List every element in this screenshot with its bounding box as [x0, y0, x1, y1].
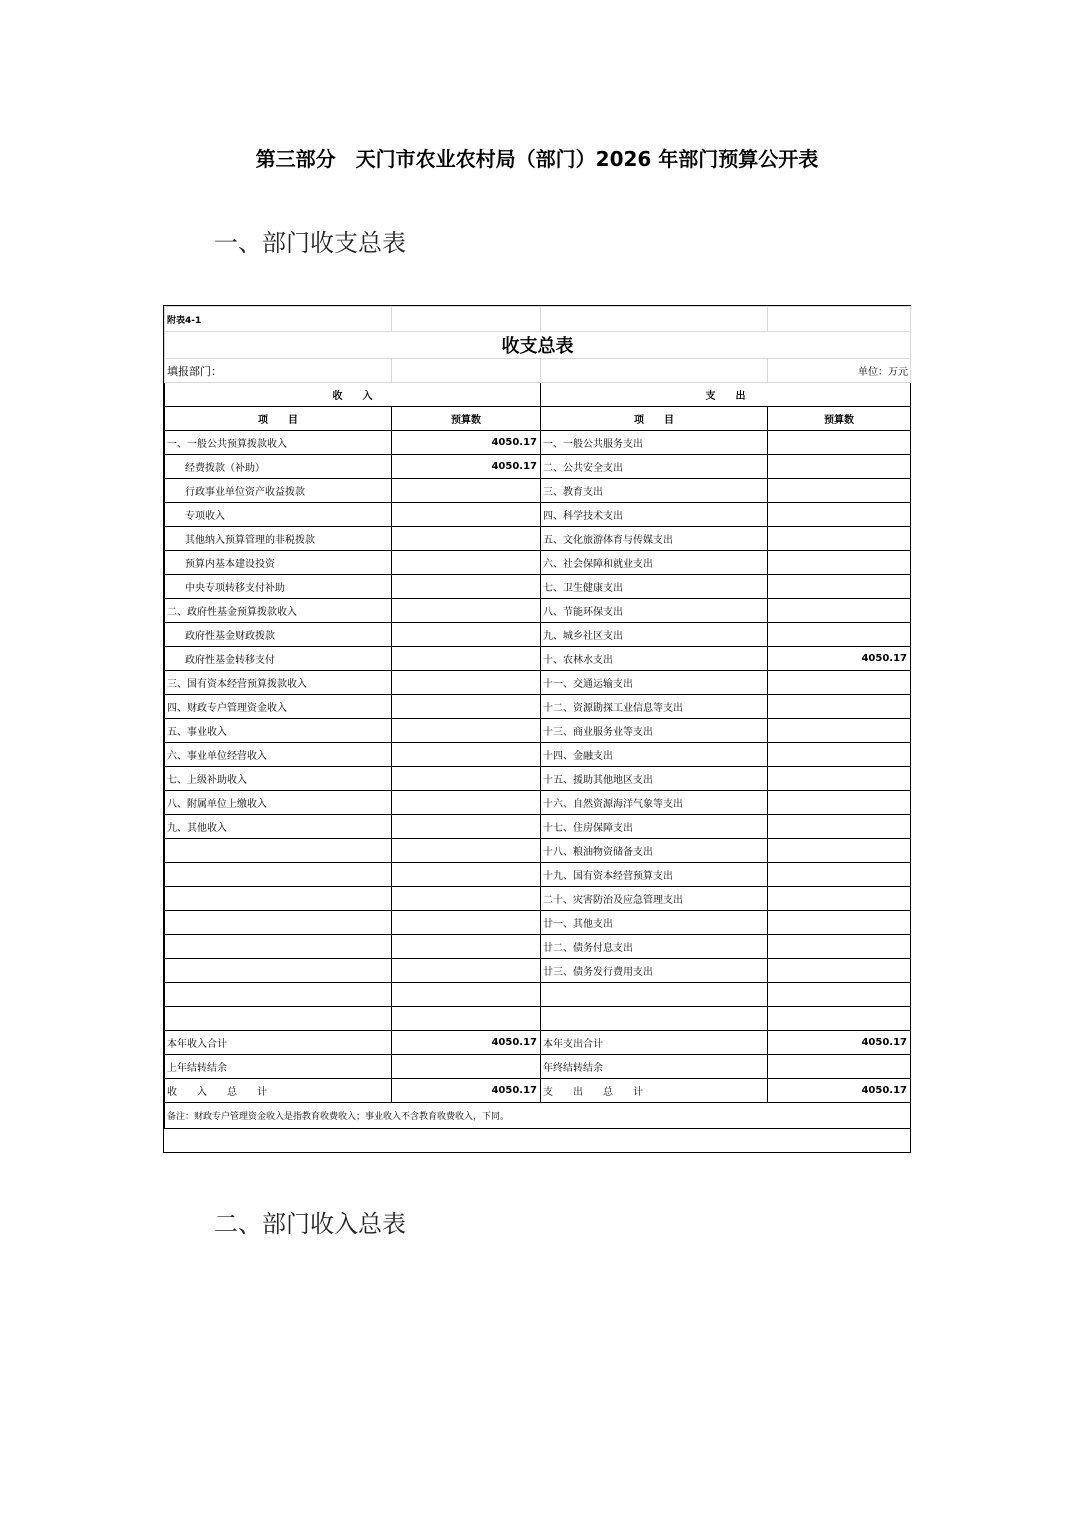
- income-budget-value: [392, 479, 541, 503]
- expense-budget-value: [768, 575, 911, 599]
- income-budget-value: 4050.17: [392, 431, 541, 455]
- table-row: [165, 791, 911, 815]
- income-budget-value: [392, 671, 541, 695]
- expense-budget-value: [768, 695, 911, 719]
- expense-budget-header: 预算数: [768, 407, 911, 431]
- expense-budget-value: [768, 935, 911, 959]
- expense-item: 八、节能环保支出: [541, 599, 768, 623]
- expense-budget-value: [768, 839, 911, 863]
- income-item: 其他纳入预算管理的非税拨款: [165, 527, 392, 551]
- table-row: [165, 623, 911, 647]
- table-row: [165, 1031, 911, 1055]
- expense-item: 十八、粮油物资储备支出: [541, 839, 768, 863]
- budget-summary-sheet: [163, 305, 911, 1153]
- income-item: 中央专项转移支付补助: [165, 575, 392, 599]
- table-row: [165, 599, 911, 623]
- expense-item: 三、教育支出: [541, 479, 768, 503]
- income-item: [165, 839, 392, 863]
- income-budget-value: [392, 719, 541, 743]
- income-item: 二、政府性基金预算拨款收入: [165, 599, 392, 623]
- income-header: 收 入: [165, 383, 541, 407]
- income-budget-value: [392, 767, 541, 791]
- expense-budget-value: [768, 599, 911, 623]
- table-row: [165, 431, 911, 455]
- expense-item: 十三、商业服务业等支出: [541, 719, 768, 743]
- expense-item: 六、社会保障和就业支出: [541, 551, 768, 575]
- table-row: [165, 695, 911, 719]
- expense-item: 九、城乡社区支出: [541, 623, 768, 647]
- expense-item-header: 项 目: [541, 407, 768, 431]
- expense-item: 七、卫生健康支出: [541, 575, 768, 599]
- income-item: 三、国有资本经营预算拨款收入: [165, 671, 392, 695]
- income-item: 五、事业收入: [165, 719, 392, 743]
- income-budget-value: 4050.17: [392, 1031, 541, 1055]
- table-row: [165, 719, 911, 743]
- expense-budget-value: [768, 983, 911, 1007]
- table-row: [165, 647, 911, 671]
- expense-item: 四、科学技术支出: [541, 503, 768, 527]
- expense-item: 二、公共安全支出: [541, 455, 768, 479]
- income-item: [165, 1007, 392, 1031]
- table-row: [165, 959, 911, 983]
- income-item: 预算内基本建设投资: [165, 551, 392, 575]
- table-row: [165, 815, 911, 839]
- expense-budget-value: [768, 815, 911, 839]
- expense-item: 十五、援助其他地区支出: [541, 767, 768, 791]
- expense-budget-value: [768, 455, 911, 479]
- income-item: 四、财政专户管理资金收入: [165, 695, 392, 719]
- income-item: [165, 911, 392, 935]
- expense-item: 廿一、其他支出: [541, 911, 768, 935]
- income-item: 七、上级补助收入: [165, 767, 392, 791]
- expense-budget-value: [768, 431, 911, 455]
- income-item: [165, 887, 392, 911]
- income-item: 收 入 总 计: [165, 1079, 392, 1103]
- income-budget-value: [392, 959, 541, 983]
- expense-item: 十、农林水支出: [541, 647, 768, 671]
- income-budget-value: [392, 887, 541, 911]
- income-budget-value: [392, 911, 541, 935]
- expense-item: 廿二、债务付息支出: [541, 935, 768, 959]
- income-budget-value: [392, 575, 541, 599]
- expense-item: 一、一般公共服务支出: [541, 431, 768, 455]
- table-row: [165, 479, 911, 503]
- expense-budget-value: [768, 1007, 911, 1031]
- income-item: [165, 863, 392, 887]
- section-heading-1: 一、部门收支总表: [214, 229, 406, 257]
- expense-budget-value: [768, 551, 911, 575]
- expense-item: 本年支出合计: [541, 1031, 768, 1055]
- table-row: [165, 1079, 911, 1103]
- expense-item: [541, 983, 768, 1007]
- expense-item: 十九、国有资本经营预算支出: [541, 863, 768, 887]
- income-item: 一、一般公共预算拨款收入: [165, 431, 392, 455]
- income-budget-value: [392, 839, 541, 863]
- income-item: 上年结转结余: [165, 1055, 392, 1079]
- income-item: 六、事业单位经营收入: [165, 743, 392, 767]
- income-budget-value: [392, 983, 541, 1007]
- income-budget-value: [392, 791, 541, 815]
- table-row: [165, 863, 911, 887]
- income-item: 政府性基金转移支付: [165, 647, 392, 671]
- income-item: 专项收入: [165, 503, 392, 527]
- income-budget-header: 预算数: [392, 407, 541, 431]
- expense-item: [541, 1007, 768, 1031]
- income-budget-value: [392, 1007, 541, 1031]
- income-item: 八、附属单位上缴收入: [165, 791, 392, 815]
- expense-item: 十二、资源勘探工业信息等支出: [541, 695, 768, 719]
- expense-budget-value: [768, 1055, 911, 1079]
- income-budget-value: [392, 647, 541, 671]
- expense-budget-value: [768, 719, 911, 743]
- sheet-title: 收支总表: [165, 332, 911, 359]
- income-budget-value: [392, 743, 541, 767]
- expense-budget-value: 4050.17: [768, 1079, 911, 1103]
- income-item: 九、其他收入: [165, 815, 392, 839]
- income-item: [165, 935, 392, 959]
- expense-item: 支 出 总 计: [541, 1079, 768, 1103]
- table-row: [165, 911, 911, 935]
- income-budget-value: [392, 1055, 541, 1079]
- expense-item: 十六、自然资源海洋气象等支出: [541, 791, 768, 815]
- table-row: [165, 527, 911, 551]
- table-row: [165, 575, 911, 599]
- expense-budget-value: [768, 527, 911, 551]
- income-budget-value: [392, 599, 541, 623]
- income-item: 本年收入合计: [165, 1031, 392, 1055]
- income-budget-value: [392, 503, 541, 527]
- expense-header: 支 出: [541, 383, 911, 407]
- table-row: [165, 983, 911, 1007]
- expense-budget-value: [768, 863, 911, 887]
- income-item: [165, 959, 392, 983]
- expense-item: 十七、住房保障支出: [541, 815, 768, 839]
- table-row: [165, 503, 911, 527]
- unit-label: 单位：万元: [768, 359, 911, 383]
- dept-label: 填报部门：: [165, 359, 392, 383]
- income-budget-value: [392, 527, 541, 551]
- income-budget-value: [392, 935, 541, 959]
- annex-label: 附表4-1: [165, 307, 392, 332]
- expense-item: 廿三、债务发行费用支出: [541, 959, 768, 983]
- expense-item: 二十、灾害防治及应急管理支出: [541, 887, 768, 911]
- expense-budget-value: [768, 887, 911, 911]
- income-item: [165, 983, 392, 1007]
- income-budget-value: 4050.17: [392, 455, 541, 479]
- income-budget-value: [392, 551, 541, 575]
- expense-item: 十一、交通运输支出: [541, 671, 768, 695]
- expense-budget-value: [768, 959, 911, 983]
- table-row: [165, 935, 911, 959]
- income-budget-value: 4050.17: [392, 1079, 541, 1103]
- expense-budget-value: [768, 503, 911, 527]
- budget-summary-table: [164, 306, 911, 1129]
- income-budget-value: [392, 623, 541, 647]
- section-heading-2: 二、部门收入总表: [214, 1210, 406, 1238]
- expense-budget-value: [768, 911, 911, 935]
- table-row: [165, 455, 911, 479]
- expense-budget-value: [768, 791, 911, 815]
- expense-budget-value: 4050.17: [768, 1031, 911, 1055]
- table-row: [165, 1055, 911, 1079]
- expense-item: 十四、金融支出: [541, 743, 768, 767]
- expense-budget-value: [768, 671, 911, 695]
- income-item: 行政事业单位资产收益拨款: [165, 479, 392, 503]
- table-note: 备注：财政专户管理资金收入是指教育收费收入；事业收入不含教育收费收入，下同。: [165, 1103, 911, 1129]
- income-item-header: 项 目: [165, 407, 392, 431]
- expense-budget-value: [768, 767, 911, 791]
- document-title: 第三部分 天门市农业农村局（部门）2026 年部门预算公开表: [255, 147, 819, 171]
- expense-item: 五、文化旅游体育与传媒支出: [541, 527, 768, 551]
- table-row: [165, 839, 911, 863]
- income-item: 经费拨款（补助）: [165, 455, 392, 479]
- expense-budget-value: [768, 623, 911, 647]
- income-budget-value: [392, 695, 541, 719]
- expense-budget-value: [768, 479, 911, 503]
- table-row: [165, 1007, 911, 1031]
- income-budget-value: [392, 863, 541, 887]
- income-budget-value: [392, 815, 541, 839]
- table-row: [165, 767, 911, 791]
- expense-budget-value: [768, 743, 911, 767]
- table-row: [165, 551, 911, 575]
- table-row: [165, 743, 911, 767]
- table-row: [165, 887, 911, 911]
- table-row: [165, 671, 911, 695]
- expense-item: 年终结转结余: [541, 1055, 768, 1079]
- income-item: 政府性基金财政拨款: [165, 623, 392, 647]
- expense-budget-value: 4050.17: [768, 647, 911, 671]
